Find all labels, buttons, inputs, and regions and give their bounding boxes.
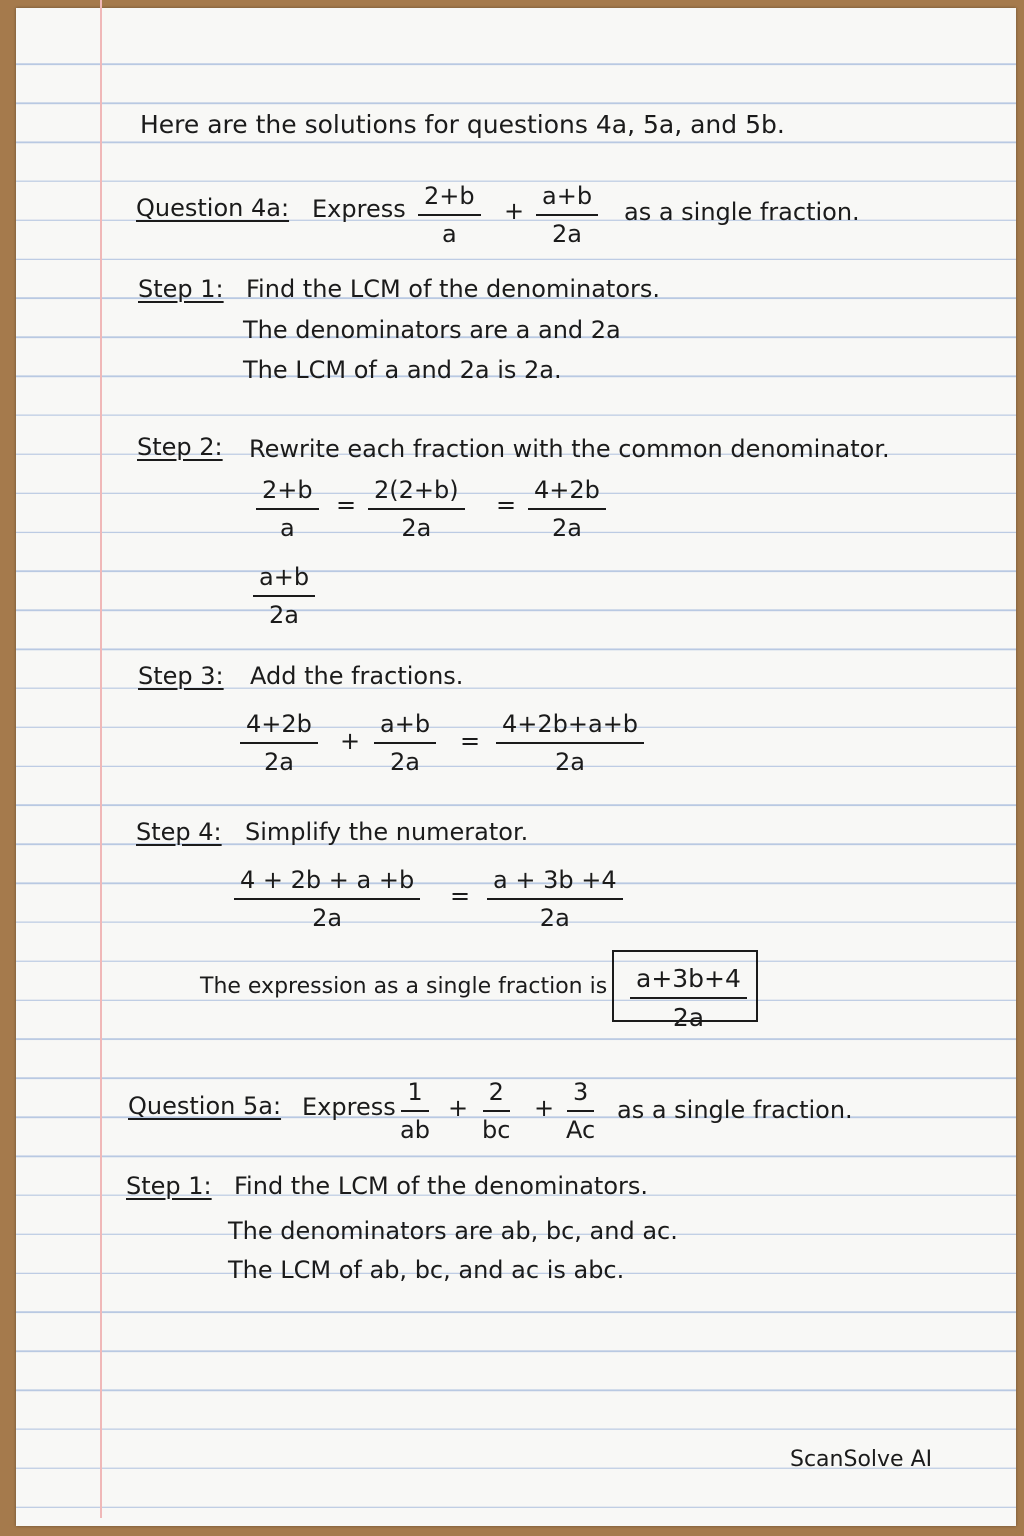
numerator: 4+2b <box>240 712 318 744</box>
denominator: bc <box>482 1116 511 1144</box>
denominator: 2a <box>555 748 586 776</box>
q4a-step2-frac-2 <box>368 478 465 540</box>
question-5a-prefix: Express <box>302 1093 396 1121</box>
q4a-step4-label: Step 4: <box>136 818 222 846</box>
numerator: a+b <box>253 565 315 597</box>
plus-sign: + <box>448 1094 469 1122</box>
q4a-step4-frac-1 <box>234 868 420 930</box>
question-5a-suffix: as a single fraction. <box>617 1096 853 1124</box>
numerator: a+3b+4 <box>630 966 747 999</box>
q4a-step2-frac-4 <box>253 565 315 627</box>
plus-sign: + <box>340 727 361 755</box>
plus-sign: + <box>504 197 525 225</box>
numerator: 2 <box>483 1080 510 1112</box>
q4a-step2-text: Rewrite each fraction with the common denominator. <box>249 435 890 463</box>
denominator: 2a <box>672 1003 705 1032</box>
question-4a-prefix: Express <box>312 195 406 223</box>
denominator: 2a <box>401 514 432 542</box>
q4a-step4-frac-2 <box>487 868 623 930</box>
denominator: 2a <box>269 601 300 629</box>
q4a-step1-line1: The denominators are a and 2a <box>243 316 621 344</box>
numerator: a+b <box>374 712 436 744</box>
equals-sign: = <box>450 882 471 910</box>
q4a-step3-label: Step 3: <box>138 662 224 690</box>
denominator: 2a <box>263 748 294 776</box>
q5a-step1-line2: The LCM of ab, bc, and ac is abc. <box>228 1256 625 1284</box>
q4a-step2-label: Step 2: <box>137 433 223 461</box>
q4a-step4-text: Simplify the numerator. <box>245 818 529 846</box>
q4a-step3-frac-3 <box>496 712 644 774</box>
denominator: 2a <box>312 904 343 932</box>
margin-line <box>100 0 102 1518</box>
numerator: a + 3b +4 <box>487 868 623 900</box>
q5a-step1-text: Find the LCM of the denominators. <box>234 1172 649 1200</box>
denominator: 2a <box>390 748 421 776</box>
numerator: 4+2b+a+b <box>496 712 644 744</box>
q4a-step1-line2: The LCM of a and 2a is 2a. <box>243 356 562 384</box>
equals-sign: = <box>460 727 481 755</box>
denominator: 2a <box>551 514 582 542</box>
q4a-f1-numerator: 2+b <box>418 184 481 216</box>
numerator: 2(2+b) <box>368 478 465 510</box>
plus-sign: + <box>534 1094 555 1122</box>
equals-sign: = <box>336 491 357 519</box>
q4a-step2-frac-3 <box>528 478 606 540</box>
q4a-step2-frac-1 <box>256 478 319 540</box>
q4a-step3-frac-1 <box>240 712 318 774</box>
equals-sign: = <box>496 491 517 519</box>
q5a-fraction-2 <box>476 1080 516 1142</box>
q4a-fraction-2 <box>536 184 598 246</box>
question-5a-label: Question 5a: <box>128 1092 282 1120</box>
q5a-fraction-1 <box>394 1080 436 1142</box>
denominator: ab <box>400 1116 430 1144</box>
q4a-step1-text: Find the LCM of the denominators. <box>246 275 661 303</box>
answer-fraction <box>630 966 747 1030</box>
q5a-fraction-3 <box>560 1080 601 1142</box>
q4a-step3-text: Add the fractions. <box>250 662 464 690</box>
q4a-f1-denominator: a <box>441 220 457 248</box>
q4a-f2-numerator: a+b <box>536 184 598 216</box>
numerator: 3 <box>567 1080 594 1112</box>
question-4a-suffix: as a single fraction. <box>624 198 860 226</box>
q5a-step1-label: Step 1: <box>126 1172 212 1200</box>
denominator: 2a <box>539 904 570 932</box>
numerator: 4+2b <box>528 478 606 510</box>
denominator: a <box>279 514 295 542</box>
watermark: ScanSolve AI <box>790 1447 933 1472</box>
q4a-fraction-1 <box>418 184 481 246</box>
q4a-step3-frac-2 <box>374 712 436 774</box>
denominator: Ac <box>566 1116 596 1144</box>
q4a-step1-label: Step 1: <box>138 275 224 303</box>
q4a-f2-denominator: 2a <box>552 220 583 248</box>
q5a-step1-line1: The denominators are ab, bc, and ac. <box>228 1217 678 1245</box>
numerator: 1 <box>401 1080 428 1112</box>
numerator: 4 + 2b + a +b <box>234 868 420 900</box>
answer-text: The expression as a single fraction is <box>200 974 608 999</box>
intro-text: Here are the solutions for questions 4a, 5a, and 5b. <box>140 110 785 139</box>
question-4a-label: Question 4a: <box>136 194 290 222</box>
numerator: 2+b <box>256 478 319 510</box>
